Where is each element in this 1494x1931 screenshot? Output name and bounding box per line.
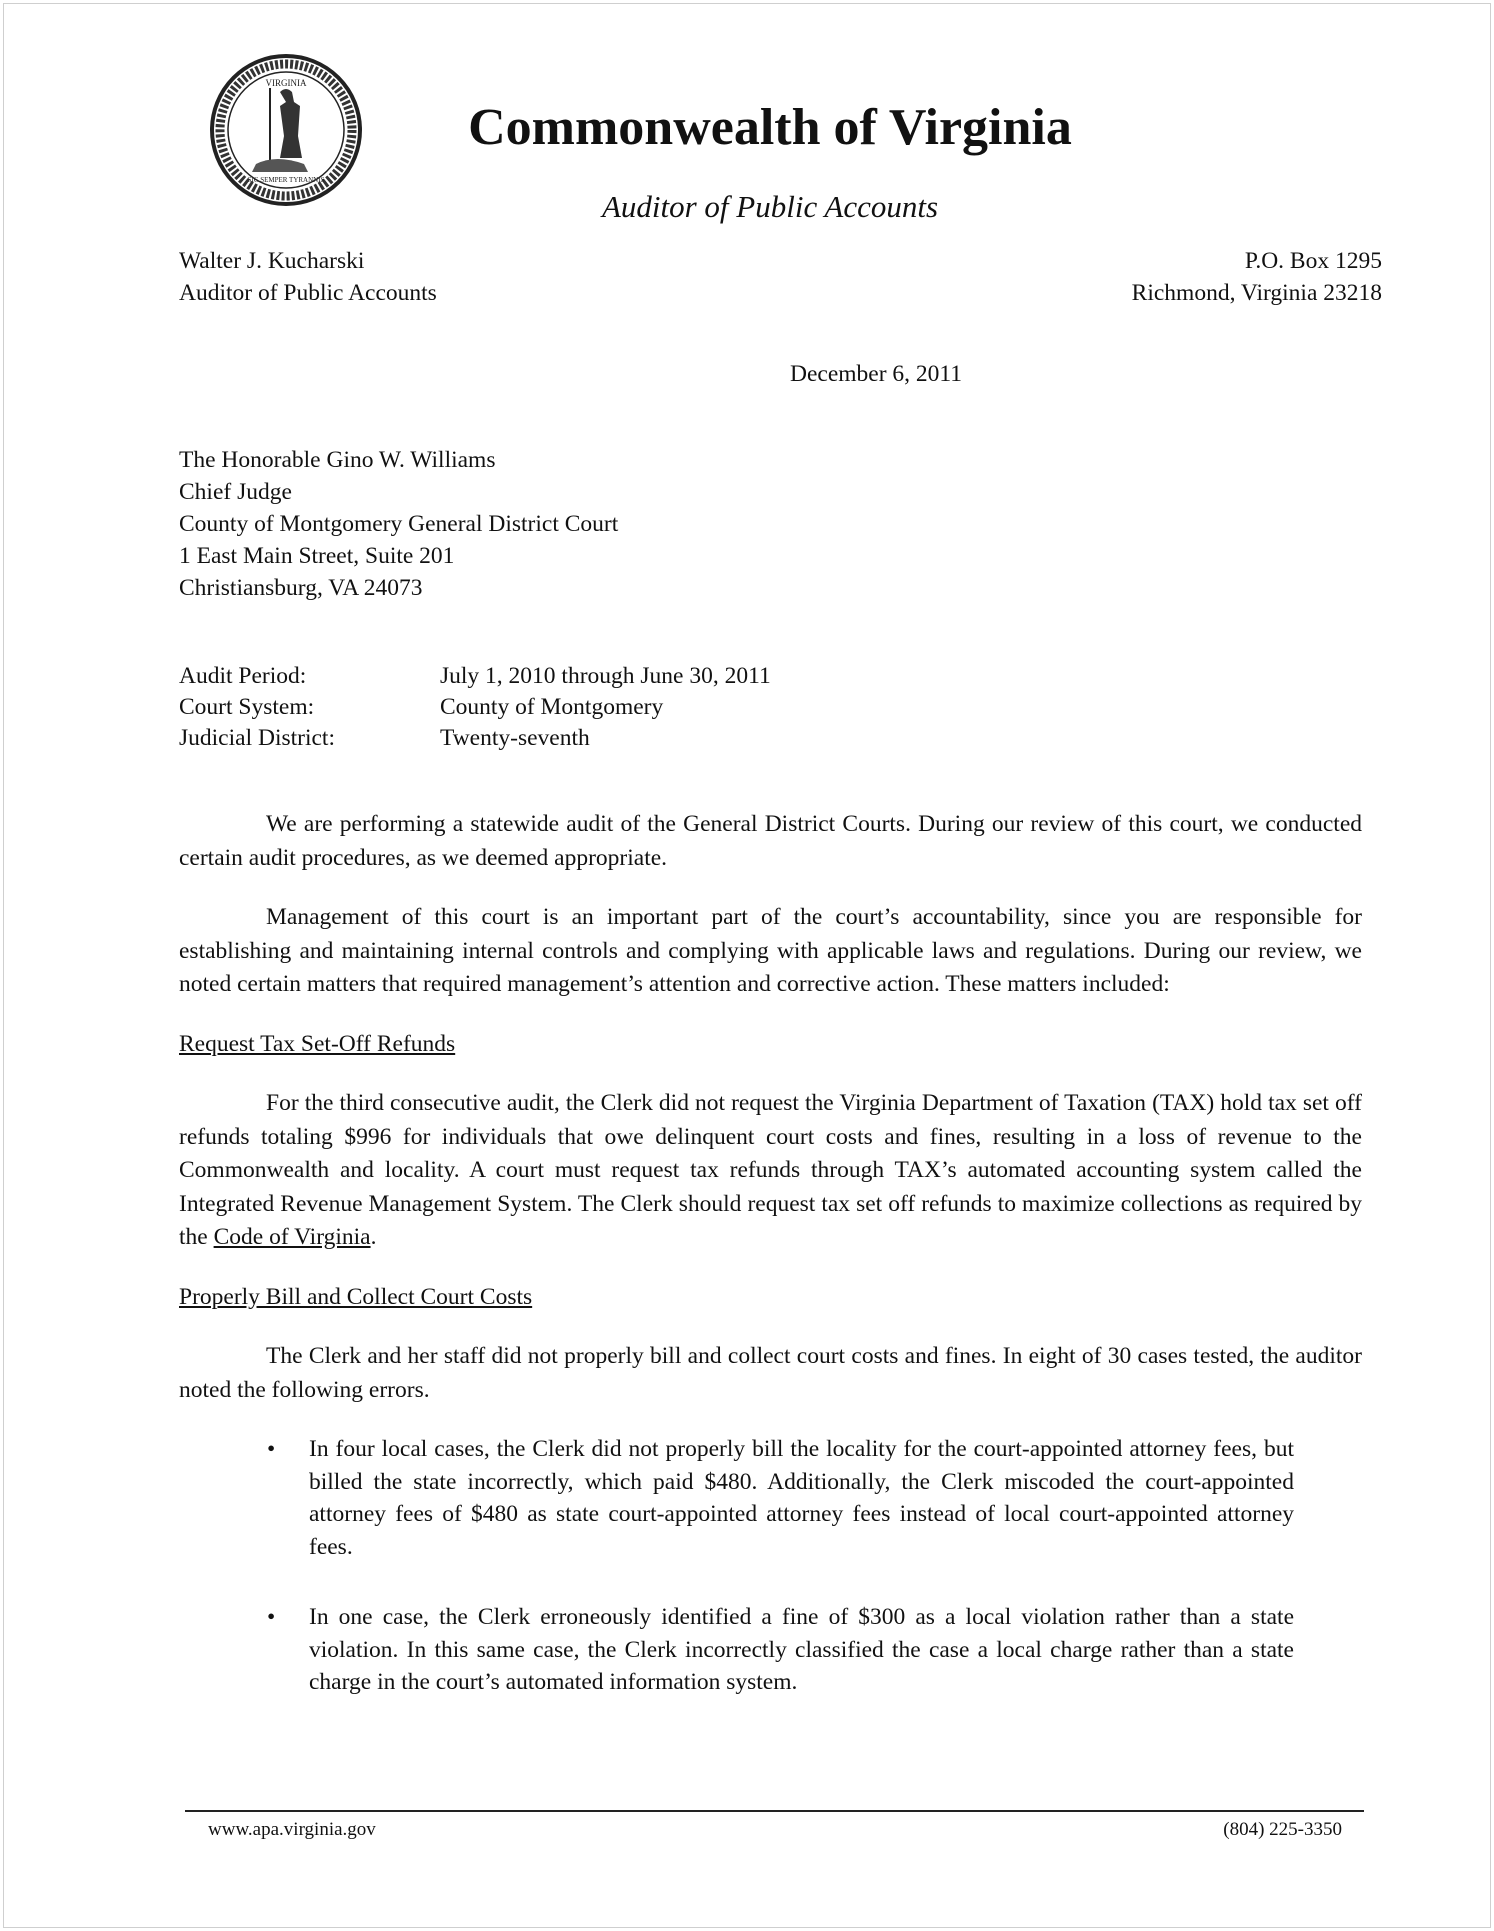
address-line: Richmond, Virginia 23218 [1131, 280, 1382, 306]
bullet-icon: • [267, 1436, 276, 1462]
bullet-text: In four local cases, the Clerk did not properly bill the locality for the court-appointed attorney fees, but billed the state incorrectly, which paid $480. Additionally, the Clerk miscoded the court-appointed attorney fees of $480 as state court-appointed attorney fees instead of local court-appointed attorney fees. [309, 1436, 1294, 1560]
paragraph-management: Management of this court is an important part of the court’s accountability, since you are responsible for establishing and maintaining internal controls and complying with applicable laws and regulations. During our review, we noted certain matters that required management’s attention and corrective action. These matters included: [179, 904, 1362, 997]
audit-label: Judicial District: [179, 725, 335, 751]
bullet-item [267, 1433, 1294, 1563]
svg-text:SIC SEMPER TYRANNIS: SIC SEMPER TYRANNIS [247, 176, 325, 184]
letter-date: December 6, 2011 [790, 361, 963, 387]
svg-text:VIRGINIA: VIRGINIA [265, 78, 307, 88]
recipient-block [179, 444, 618, 604]
bullet-text: In one case, the Clerk erroneously identified a fine of $300 as a local violation rather than a state violation. In this same case, the Clerk incorrectly classified the case a local charge rather than a state charge in the court’s automated information system. [309, 1604, 1294, 1695]
paragraph-tax-setoff [179, 1087, 1362, 1255]
audit-value: July 1, 2010 through June 30, 2011 [440, 663, 771, 689]
audit-label: Court System: [179, 694, 315, 720]
footer-divider [185, 1810, 1364, 1812]
paragraph-intro: We are performing a statewide audit of the General District Courts. During our review of this court, we conducted certain audit procedures, as we deemed appropriate. [179, 811, 1362, 871]
recipient-line: County of Montgomery General District Court [179, 511, 619, 537]
paragraph-text: For the third consecutive audit, the Clerk did not request the Virginia Department of Taxation (TAX) hold tax set off refunds totaling $996 for individuals that owe delinquent court costs and fines, resulting in a loss of revenue to the Commonwealth and locality. A court must request tax refunds through TAX’s automated accounting system called the Integrated Revenue Management System. The Clerk should request tax set off refunds to maximize collections as required by the [179, 1090, 1362, 1250]
letterhead-subtitle: Auditor of Public Accounts [601, 189, 939, 224]
period: . [370, 1224, 377, 1250]
sender-block [179, 245, 437, 309]
sender-title: Auditor of Public Accounts [179, 280, 437, 306]
section-heading-tax-setoff: Request Tax Set-Off Refunds [179, 1030, 456, 1057]
sender-name: Walter J. Kucharski [179, 248, 365, 274]
recipient-line: Christiansburg, VA 24073 [179, 575, 423, 601]
letter-body [179, 808, 1362, 1737]
recipient-line: The Honorable Gino W. Williams [179, 447, 496, 473]
audit-info-row [179, 661, 771, 692]
recipient-line: Chief Judge [179, 479, 292, 505]
bullet-icon: • [267, 1604, 276, 1630]
audit-label: Audit Period: [179, 663, 307, 689]
audit-value: County of Montgomery [440, 694, 664, 720]
address-line: P.O. Box 1295 [1244, 248, 1382, 274]
footer-website: www.apa.virginia.gov [208, 1819, 376, 1840]
virginia-seal-logo [208, 52, 364, 208]
audit-info-row [179, 692, 771, 723]
paragraph-court-costs: The Clerk and her staff did not properly bill and collect court costs and fines. In eight of 30 cases tested, the auditor noted the following errors. [179, 1343, 1362, 1403]
audit-info-row [179, 723, 771, 754]
code-of-virginia-reference: Code of Virginia [213, 1224, 371, 1250]
section-heading-court-costs: Properly Bill and Collect Court Costs [179, 1283, 533, 1310]
letterhead-title: Commonwealth of Virginia [468, 99, 1072, 156]
footer-phone: (804) 225-3350 [1223, 1819, 1342, 1840]
recipient-line: 1 East Main Street, Suite 201 [179, 543, 455, 569]
office-address [1132, 245, 1382, 309]
audit-value: Twenty-seventh [440, 725, 590, 751]
audit-info [179, 661, 771, 754]
bullet-item [267, 1601, 1294, 1699]
